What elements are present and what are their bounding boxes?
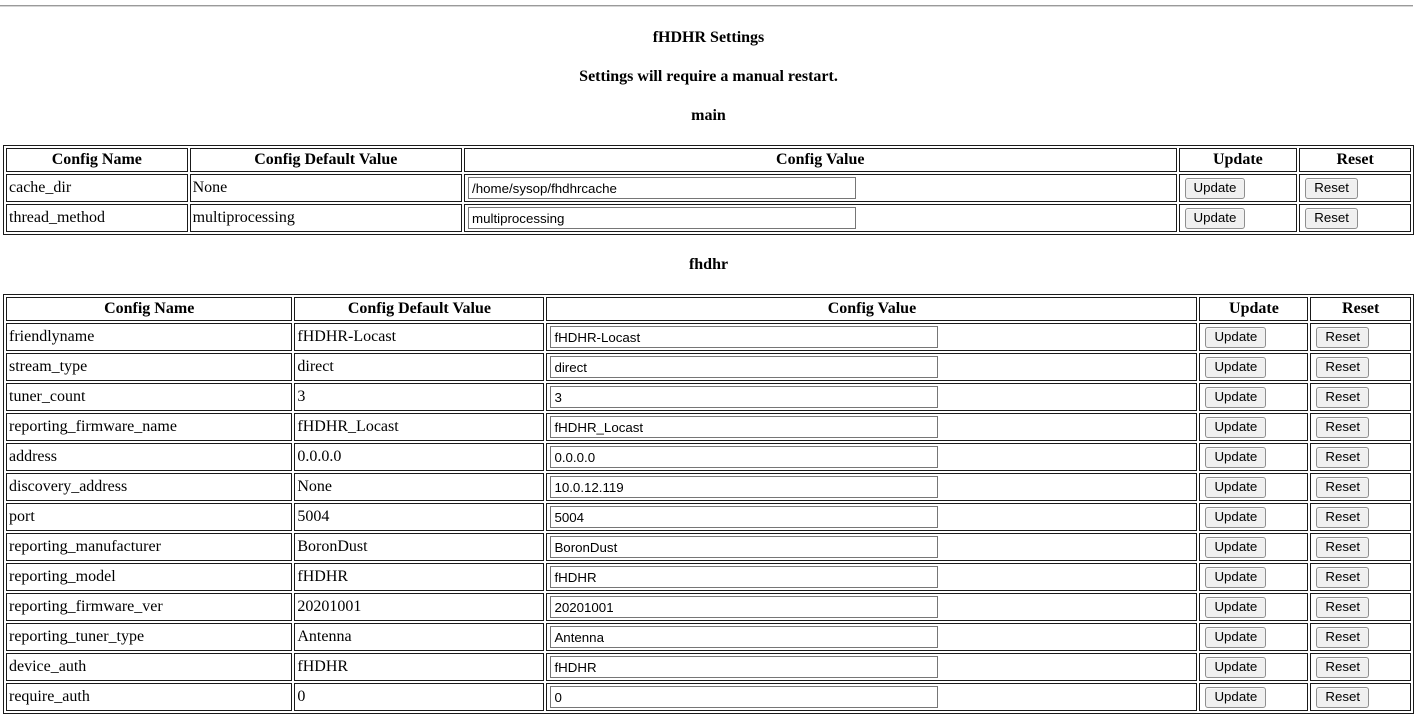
reset-cell (1310, 503, 1411, 531)
config-value-cell (546, 443, 1197, 471)
config-name-cell: port (6, 503, 292, 531)
config-default-cell: 0.0.0.0 (294, 443, 544, 471)
config-value-cell (546, 473, 1197, 501)
update-button[interactable]: Update (1205, 387, 1266, 408)
config-row (6, 413, 1411, 441)
reset-cell (1310, 353, 1411, 381)
update-button[interactable]: Update (1205, 327, 1266, 348)
config-value-input[interactable] (550, 626, 938, 648)
config-value-cell (464, 204, 1176, 232)
reset-cell (1310, 683, 1411, 711)
update-button[interactable]: Update (1205, 687, 1266, 708)
update-button[interactable]: Update (1205, 567, 1266, 588)
reset-button[interactable]: Reset (1316, 597, 1369, 618)
reset-cell (1310, 623, 1411, 651)
update-button[interactable]: Update (1205, 357, 1266, 378)
update-button[interactable]: Update (1185, 208, 1246, 229)
config-default-cell: BoronDust (294, 533, 544, 561)
section-heading-main: main (691, 107, 726, 124)
update-cell (1199, 563, 1308, 591)
reset-cell (1299, 174, 1411, 202)
config-name-cell: reporting_firmware_ver (6, 593, 292, 621)
update-button[interactable]: Update (1205, 477, 1266, 498)
reset-cell (1310, 413, 1411, 441)
config-row (6, 383, 1411, 411)
config-row (6, 443, 1411, 471)
config-row (6, 473, 1411, 501)
update-cell (1199, 533, 1308, 561)
config-name-cell: device_auth (6, 653, 292, 681)
col-header-config-default: Config Default Value (294, 297, 544, 321)
config-default-cell: fHDHR-Locast (294, 323, 544, 351)
table-header-row (6, 148, 1411, 172)
config-value-cell (546, 383, 1197, 411)
reset-cell (1310, 593, 1411, 621)
reset-button[interactable]: Reset (1316, 687, 1369, 708)
update-cell (1199, 653, 1308, 681)
config-row (6, 653, 1411, 681)
reset-button[interactable]: Reset (1316, 627, 1369, 648)
config-value-input[interactable] (550, 356, 938, 378)
update-cell (1199, 413, 1308, 441)
col-header-config-name: Config Name (6, 148, 188, 172)
reset-button[interactable]: Reset (1316, 387, 1369, 408)
config-name-cell: stream_type (6, 353, 292, 381)
update-cell (1179, 204, 1298, 232)
update-cell (1199, 593, 1308, 621)
config-name-cell: friendlyname (6, 323, 292, 351)
restart-notice: Settings will require a manual restart. (579, 68, 838, 85)
config-row (6, 623, 1411, 651)
config-name-cell: reporting_manufacturer (6, 533, 292, 561)
reset-button[interactable]: Reset (1305, 178, 1358, 199)
reset-cell (1310, 533, 1411, 561)
config-table-main (3, 145, 1414, 235)
config-default-cell: 0 (294, 683, 544, 711)
update-cell (1199, 443, 1308, 471)
config-value-cell (546, 323, 1197, 351)
reset-button[interactable]: Reset (1316, 477, 1369, 498)
table-header-row (6, 297, 1411, 321)
update-cell (1199, 683, 1308, 711)
config-row (6, 563, 1411, 591)
reset-button[interactable]: Reset (1316, 567, 1369, 588)
col-header-config-value: Config Value (464, 148, 1176, 172)
update-button[interactable]: Update (1205, 507, 1266, 528)
config-row (6, 533, 1411, 561)
reset-button[interactable]: Reset (1316, 417, 1369, 438)
config-default-cell: None (294, 473, 544, 501)
config-name-cell: reporting_model (6, 563, 292, 591)
reset-cell (1310, 323, 1411, 351)
config-row (6, 683, 1411, 711)
config-name-cell: reporting_tuner_type (6, 623, 292, 651)
config-row (6, 503, 1411, 531)
config-name-cell: cache_dir (6, 174, 188, 202)
config-name-cell: require_auth (6, 683, 292, 711)
config-value-input[interactable] (550, 566, 938, 588)
config-value-cell (546, 503, 1197, 531)
config-value-input[interactable] (468, 207, 856, 229)
config-default-cell: None (190, 174, 462, 202)
config-value-input[interactable] (550, 506, 938, 528)
config-value-input[interactable] (550, 446, 938, 468)
config-value-cell (464, 174, 1176, 202)
reset-button[interactable]: Reset (1316, 537, 1369, 558)
window-chrome-divider (0, 5, 1413, 7)
section-heading-fhdhr: fhdhr (688, 256, 729, 273)
config-row (6, 174, 1411, 202)
reset-button[interactable]: Reset (1316, 657, 1369, 678)
update-cell (1179, 174, 1298, 202)
config-value-input[interactable] (468, 177, 856, 199)
config-name-cell: address (6, 443, 292, 471)
reset-cell (1310, 443, 1411, 471)
update-button[interactable]: Update (1185, 178, 1246, 199)
update-cell (1199, 623, 1308, 651)
update-button[interactable]: Update (1205, 597, 1266, 618)
config-value-cell (546, 413, 1197, 441)
config-value-input[interactable] (550, 536, 938, 558)
update-button[interactable]: Update (1205, 417, 1266, 438)
config-default-cell: Antenna (294, 623, 544, 651)
config-default-cell: 5004 (294, 503, 544, 531)
config-value-input[interactable] (550, 596, 938, 618)
reset-button[interactable]: Reset (1316, 507, 1369, 528)
config-default-cell: multiprocessing (190, 204, 462, 232)
col-header-update: Update (1179, 148, 1298, 172)
update-cell (1199, 353, 1308, 381)
config-value-input[interactable] (550, 326, 938, 348)
reset-cell (1310, 473, 1411, 501)
update-button[interactable]: Update (1205, 447, 1266, 468)
config-row (6, 593, 1411, 621)
update-cell (1199, 473, 1308, 501)
config-value-input[interactable] (550, 386, 938, 408)
col-header-config-name: Config Name (6, 297, 292, 321)
config-value-input[interactable] (550, 416, 938, 438)
reset-cell (1310, 383, 1411, 411)
config-value-cell (546, 623, 1197, 651)
update-button[interactable]: Update (1205, 627, 1266, 648)
config-name-cell: thread_method (6, 204, 188, 232)
config-default-cell: 20201001 (294, 593, 544, 621)
config-default-cell: 3 (294, 383, 544, 411)
update-cell (1199, 323, 1308, 351)
reset-button[interactable]: Reset (1316, 447, 1369, 468)
config-row (6, 323, 1411, 351)
config-default-cell: direct (294, 353, 544, 381)
config-value-cell (546, 653, 1197, 681)
reset-cell (1310, 653, 1411, 681)
config-default-cell: fHDHR (294, 563, 544, 591)
config-default-cell: fHDHR_Locast (294, 413, 544, 441)
config-name-cell: tuner_count (6, 383, 292, 411)
update-cell (1199, 503, 1308, 531)
reset-button[interactable]: Reset (1316, 357, 1369, 378)
reset-button[interactable]: Reset (1316, 327, 1369, 348)
col-header-config-value: Config Value (546, 297, 1197, 321)
config-value-input[interactable] (550, 686, 938, 708)
config-value-cell (546, 683, 1197, 711)
config-table-fhdhr (3, 294, 1414, 714)
config-default-cell: fHDHR (294, 653, 544, 681)
update-button[interactable]: Update (1205, 657, 1266, 678)
config-row (6, 204, 1411, 232)
reset-cell (1299, 204, 1411, 232)
config-value-cell (546, 593, 1197, 621)
page-title: fHDHR Settings (652, 29, 765, 46)
config-name-cell: discovery_address (6, 473, 292, 501)
col-header-config-default: Config Default Value (190, 148, 462, 172)
update-cell (1199, 383, 1308, 411)
config-value-cell (546, 533, 1197, 561)
reset-button[interactable]: Reset (1305, 208, 1358, 229)
config-value-input[interactable] (550, 476, 938, 498)
config-value-cell (546, 563, 1197, 591)
config-value-cell (546, 353, 1197, 381)
update-button[interactable]: Update (1205, 537, 1266, 558)
reset-cell (1310, 563, 1411, 591)
col-header-reset: Reset (1310, 297, 1411, 321)
config-name-cell: reporting_firmware_name (6, 413, 292, 441)
col-header-reset: Reset (1299, 148, 1411, 172)
config-row (6, 353, 1411, 381)
col-header-update: Update (1199, 297, 1308, 321)
